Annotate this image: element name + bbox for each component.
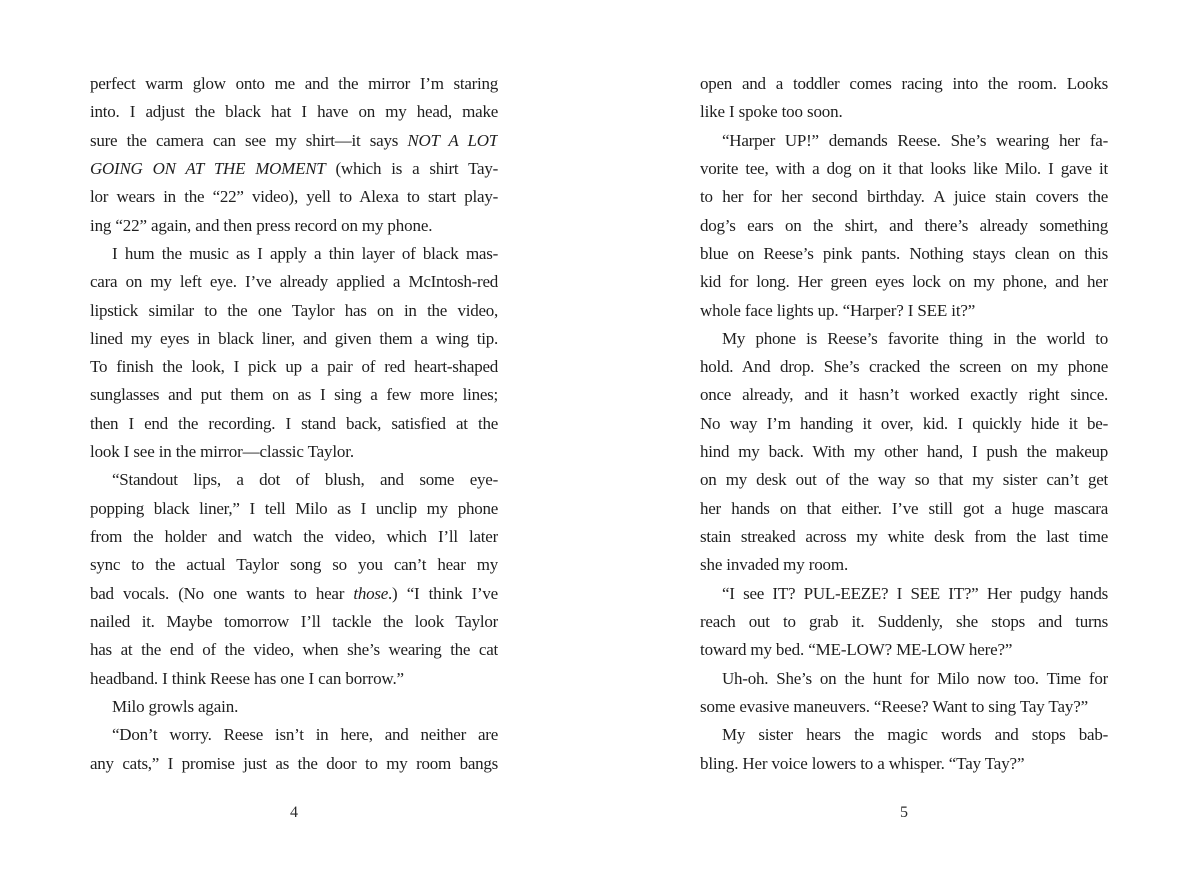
text-line: My phone is Reese’s favorite thing in the world to	[722, 328, 1108, 348]
text-line: sunglasses and put them on as I sing a few more lines;	[90, 385, 498, 405]
text-line: Uh-oh. She’s on the hunt for Milo now too. Time for	[722, 668, 1108, 688]
text-line: some evasive maneuvers. “Reese? Want to sing Tay Tay?”	[700, 696, 1088, 716]
text-line: then I end the recording. I stand back, satisfied at the	[90, 413, 498, 433]
text-line: she invaded my room.	[700, 555, 849, 575]
text-line: My sister hears the magic words and stops bab-	[722, 725, 1108, 745]
text-line: Milo growls again.	[112, 696, 239, 716]
text-line: bling. Her voice lowers to a whisper. “Tay Tay?”	[700, 753, 1025, 773]
text-line: cara on my left eye. I’ve already applied a McIntosh-red	[90, 272, 498, 292]
text-line: GOING ON AT THE MOMENT (which is a shirt Tay-	[90, 158, 498, 178]
text-line: to her for her second birthday. A juice stain covers the	[700, 187, 1108, 207]
text-line: her hands on that either. I’ve still got a huge mascara	[700, 498, 1108, 518]
text-line: kid for long. Her green eyes lock on my phone, and her	[700, 272, 1108, 292]
page-number: 4	[290, 804, 298, 821]
text-line: ing “22” again, and then press record on my phone.	[90, 215, 433, 235]
text-line: sure the camera can see my shirt—it says NOT A LOT	[90, 130, 498, 150]
text-line: toward my bed. “ME-LOW? ME-LOW here?”	[700, 640, 1013, 660]
text-line: headband. I think Reese has one I can borrow.”	[90, 668, 404, 688]
text-line: any cats,” I promise just as the door to my room bangs	[90, 753, 498, 773]
text-line: nailed it. Maybe tomorrow I’ll tackle the look Taylor	[90, 611, 498, 631]
text-line: lipstick similar to the one Taylor has on in the video,	[90, 300, 498, 320]
text-line: bad vocals. (No one wants to hear those.) “I think I’ve	[90, 583, 498, 603]
text-line: No way I’m handing it over, kid. I quickly hide it be-	[700, 413, 1108, 433]
text-line: “Don’t worry. Reese isn’t in here, and neither are	[112, 725, 498, 745]
text-line: blue on Reese’s pink pants. Nothing stays clean on this	[700, 243, 1108, 263]
text-line: lined my eyes in black liner, and given them a wing tip.	[90, 328, 498, 348]
text-line: “I see IT? PUL-EEZE? I SEE IT?” Her pudgy hands	[722, 583, 1108, 603]
text-line: lor wears in the “22” video), yell to Alexa to start play-	[90, 187, 498, 207]
text-line: look I see in the mirror—classic Taylor.	[90, 442, 354, 462]
text-line: I hum the music as I apply a thin layer of black mas-	[112, 243, 498, 263]
text-line: “Harper UP!” demands Reese. She’s wearing her fa-	[722, 130, 1108, 150]
text-line: dog’s ears on the shirt, and there’s already something	[700, 215, 1108, 235]
text-line: on my desk out of the way so that my sister can’t get	[700, 470, 1108, 490]
page-number: 5	[900, 804, 908, 821]
text-line: from the holder and watch the video, which I’ll later	[90, 527, 498, 546]
page-right	[700, 0, 1108, 872]
text-line: vorite tee, with a dog on it that looks like Milo. I gave it	[700, 158, 1108, 178]
text-line: popping black liner,” I tell Milo as I unclip my phone	[90, 498, 498, 518]
text-line: sync to the actual Taylor song so you can’t hear my	[90, 555, 498, 575]
text-line: once already, and it hasn’t worked exactly right since.	[700, 385, 1108, 405]
text-line: whole face lights up. “Harper? I SEE it?”	[700, 300, 976, 320]
page-left	[90, 0, 498, 872]
text-line: perfect warm glow onto me and the mirror I’m staring	[90, 74, 498, 93]
text-line: reach out to grab it. Suddenly, she stops and turns	[700, 611, 1108, 631]
text-block	[700, 70, 1108, 778]
text-line: has at the end of the video, when she’s wearing the cat	[90, 640, 498, 660]
text-line: “Standout lips, a dot of blush, and some eye-	[112, 470, 498, 490]
text-line: To finish the look, I pick up a pair of red heart-shaped	[90, 357, 498, 377]
text-line: open and a toddler comes racing into the room. Looks	[700, 74, 1108, 93]
text-line: hind my back. With my other hand, I push the makeup	[700, 442, 1108, 462]
text-block	[90, 70, 498, 778]
text-line: like I spoke too soon.	[700, 102, 843, 122]
text-line: hold. And drop. She’s cracked the screen on my phone	[700, 357, 1108, 377]
text-line: into. I adjust the black hat I have on my head, make	[90, 102, 498, 122]
text-line: stain streaked across my white desk from the last time	[700, 527, 1108, 546]
